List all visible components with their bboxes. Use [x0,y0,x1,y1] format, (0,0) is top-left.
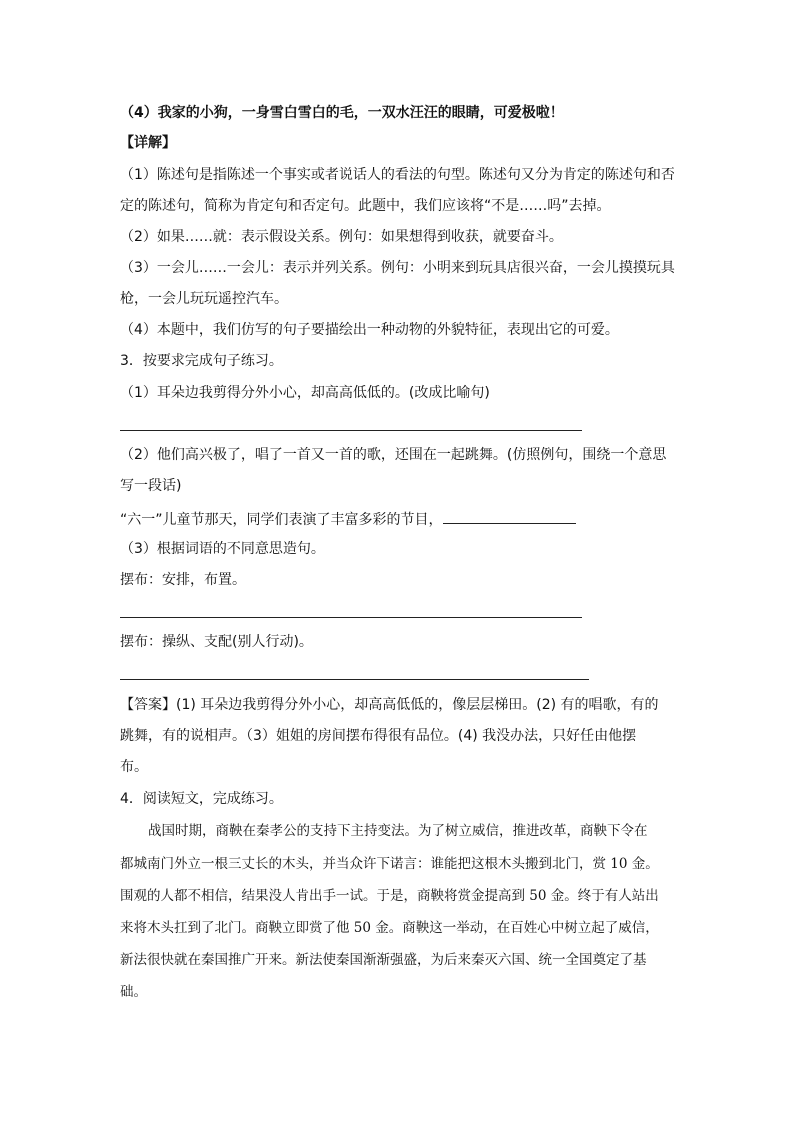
explanation-2: （2）如果……就：表示假设关系。例句：如果想得到收获，就要奋斗。 [120,229,563,245]
answer-line-4: （4）我家的小狗，一身雪白雪白的毛，一双水汪汪的眼睛，可爱极啦！ [120,105,564,121]
passage-line-4: 来将木头扛到了北门。商鞅立即赏了他 50 金。商鞅这一举动，在百姓心中树立起了威信， [120,920,659,936]
question-3-title: 3．按要求完成句子练习。 [120,353,283,369]
answer-blank-4[interactable] [120,679,589,680]
question-3-2b: 写一段话) [120,478,182,494]
explanation-4: （4）本题中，我们仿写的句子要描绘出一种动物的外貌特征，表现出它的可爱。 [120,322,619,338]
question-3-1: （1）耳朵边我剪得分外小心，却高高低低的。(改成比喻句) [120,385,490,401]
answer-3a: 【答案】(1) 耳朵边我剪得分外小心，却高高低低的，像层层梯田。(2) 有的唱歌，有的 [120,697,659,713]
explanation-1a: （1）陈述句是指陈述一个事实或者说话人的看法的句型。陈述句又分为肯定的陈述句和否 [120,167,675,183]
question-3-3: （3）根据词语的不同意思造句。 [120,541,325,557]
passage-line-5: 新法很快就在秦国推广开来。新法使秦国渐渐强盛，为后来秦灭六国、统一全国奠定了基 [120,952,647,968]
passage-line-1: 战国时期，商鞅在秦孝公的支持下主持变法。为了树立威信，推进改革，商鞅下令在 [148,823,648,839]
answer-blank-3[interactable] [120,617,582,618]
passage-line-2: 都城南门外立一根三丈长的木头，并当众许下诺言：谁能把这根木头搬到北门，赏 10 金。 [120,856,659,872]
explanation-heading: 【详解】 [120,135,176,151]
answer-3c: 布。 [120,759,148,775]
example-text: “六一”儿童节那天，同学们表演了丰富多彩的节目， [120,512,443,528]
word-meaning-2: 摆布：操纵、支配(别人行动)。 [120,634,313,650]
explanation-3a: （3）一会儿……一会儿：表示并列关系。例句：小明来到玩具店很兴奋，一会儿摸摸玩具 [120,260,675,276]
answer-blank-2[interactable] [443,509,576,524]
explanation-3b: 枪，一会儿玩玩遥控汽车。 [120,291,288,307]
question-3-2a: （2）他们高兴极了，唱了一首又一首的歌，还围在一起跳舞。(仿照例句，围绕一个意思 [120,447,667,463]
answer-blank-1[interactable] [120,430,582,431]
passage-line-6: 础。 [120,984,147,1000]
word-meaning-1: 摆布：安排，布置。 [120,572,246,588]
question-4-title: 4．阅读短文，完成练习。 [120,791,283,807]
answer-3b: 跳舞，有的说相声。（3）姐姐的房间摆布得很有品位。(4) 我没办法，只好任由他摆 [120,728,637,744]
passage-line-3: 围观的人都不相信，结果没人肯出手一试。于是，商鞅将赏金提高到 50 金。终于有人站出 [120,888,659,904]
explanation-1b: 定的陈述句，简称为肯定句和否定句。此题中，我们应该将“不是……吗”去掉。 [120,198,611,214]
question-3-2-example [120,509,576,529]
